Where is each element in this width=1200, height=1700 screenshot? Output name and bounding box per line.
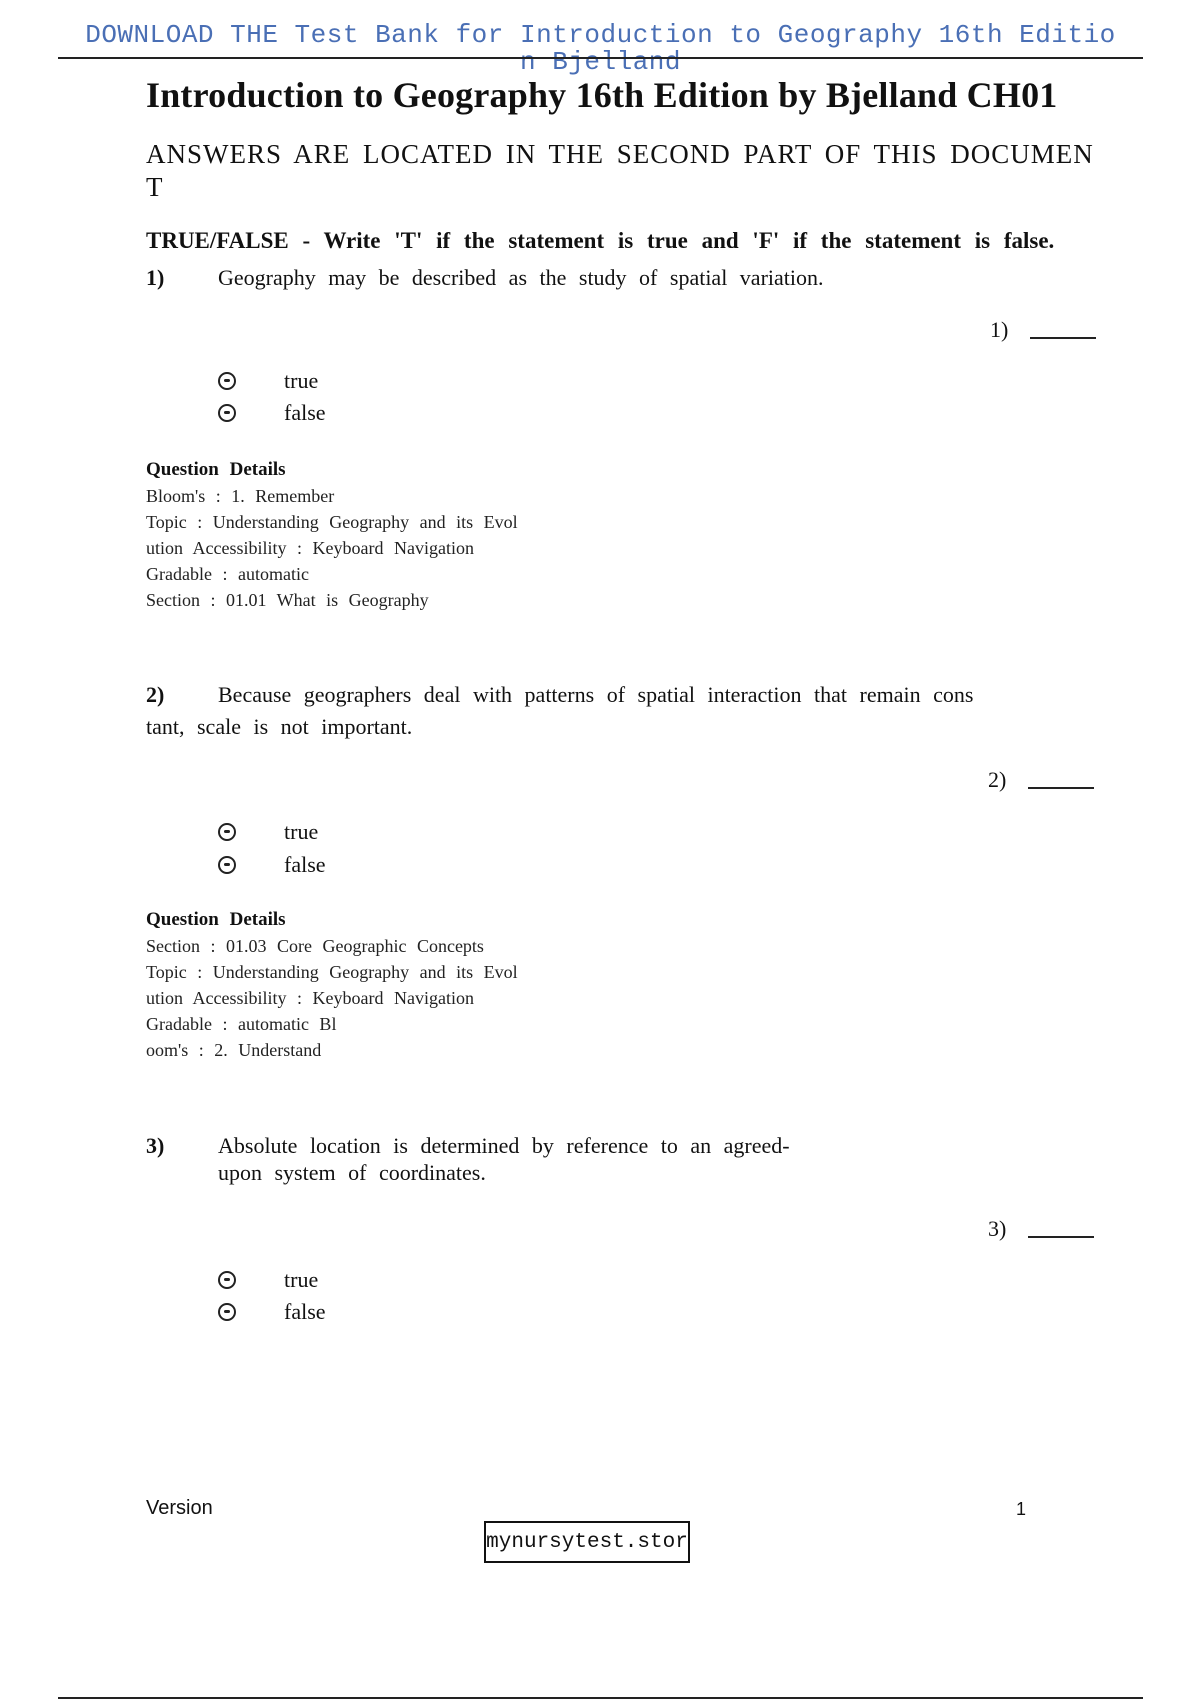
details-line: ution Accessibility : Keyboard Navigation bbox=[146, 538, 474, 558]
footer-divider bbox=[58, 1697, 1143, 1699]
question-1 bbox=[146, 262, 1086, 294]
header-divider bbox=[58, 57, 1143, 59]
banner-line-1: DOWNLOAD THE Test Bank for Introduction to Geography 16th Editio bbox=[85, 20, 1116, 50]
option-false-q1[interactable] bbox=[218, 400, 326, 426]
details-line: Gradable : automatic bbox=[146, 564, 309, 584]
notice-line-2: T bbox=[146, 172, 164, 202]
details-line: ution Accessibility : Keyboard Navigation bbox=[146, 988, 474, 1008]
section-instructions: TRUE/FALSE - Write 'T' if the statement is true and 'F' if the statement is false. bbox=[146, 228, 1055, 253]
radio-circle-icon[interactable] bbox=[218, 1303, 236, 1321]
details-line: Bloom's : 1. Remember bbox=[146, 486, 335, 506]
details-line: Section : 01.03 Core Geographic Concepts bbox=[146, 936, 484, 956]
details-line: oom's : 2. Understand bbox=[146, 1040, 322, 1060]
answer-slot-3[interactable] bbox=[988, 1216, 1094, 1242]
answer-blank[interactable] bbox=[1030, 327, 1096, 339]
document-title: Introduction to Geography 16th Edition by Bjelland CH01 bbox=[146, 75, 1058, 115]
site-stamp: mynursytest.stor bbox=[484, 1521, 690, 1563]
question-text-line-2: tant, scale is not important. bbox=[146, 714, 413, 739]
answer-slot-label: 2) bbox=[988, 767, 1007, 792]
answers-notice bbox=[146, 138, 1111, 204]
option-label: false bbox=[284, 400, 326, 425]
question-number: 2) bbox=[146, 682, 165, 707]
question-text-line-1: Absolute location is determined by reference to an agreed- bbox=[218, 1133, 790, 1158]
question-number: 1) bbox=[146, 265, 165, 290]
answer-slot-label: 3) bbox=[988, 1216, 1007, 1241]
question-text-line-2: upon system of coordinates. bbox=[218, 1160, 486, 1185]
option-false-q2[interactable] bbox=[218, 852, 326, 878]
radio-circle-icon[interactable] bbox=[218, 856, 236, 874]
banner-line-2: n Bjelland bbox=[519, 47, 682, 77]
question-text: Geography may be described as the study of spatial variation. bbox=[218, 265, 824, 290]
question-text-line-1: Because geographers deal with patterns of spatial interaction that remain cons bbox=[218, 682, 974, 707]
option-label: false bbox=[284, 852, 326, 877]
answer-slot-1[interactable] bbox=[990, 317, 1096, 343]
option-true-q3[interactable] bbox=[218, 1267, 318, 1293]
details-line: Section : 01.01 What is Geography bbox=[146, 590, 429, 610]
radio-circle-icon[interactable] bbox=[218, 404, 236, 422]
answer-blank[interactable] bbox=[1028, 777, 1094, 789]
option-label: false bbox=[284, 1299, 326, 1324]
details-heading: Question Details bbox=[146, 459, 286, 480]
option-true-q1[interactable] bbox=[218, 368, 318, 394]
footer-version: Version bbox=[146, 1497, 213, 1519]
details-line: Gradable : automatic Bl bbox=[146, 1014, 337, 1034]
page-number: 1 bbox=[1016, 1499, 1027, 1519]
details-heading: Question Details bbox=[146, 909, 286, 930]
details-line: Topic : Understanding Geography and its Evol bbox=[146, 962, 518, 982]
radio-circle-icon[interactable] bbox=[218, 1271, 236, 1289]
question-2 bbox=[146, 679, 1086, 743]
question-3 bbox=[146, 1130, 1086, 1189]
option-label: true bbox=[284, 819, 319, 844]
details-line: Topic : Understanding Geography and its Evol bbox=[146, 512, 518, 532]
question-details-2 bbox=[146, 907, 518, 1063]
radio-circle-icon[interactable] bbox=[218, 372, 236, 390]
answer-blank[interactable] bbox=[1028, 1226, 1094, 1238]
option-true-q2[interactable] bbox=[218, 819, 318, 845]
question-number: 3) bbox=[146, 1133, 165, 1158]
download-banner-link[interactable] bbox=[58, 22, 1143, 76]
question-details-1 bbox=[146, 457, 518, 613]
notice-line-1: ANSWERS ARE LOCATED IN THE SECOND PART OF THIS DOCUMEN bbox=[146, 139, 1094, 169]
radio-circle-icon[interactable] bbox=[218, 823, 236, 841]
option-label: true bbox=[284, 368, 319, 393]
option-false-q3[interactable] bbox=[218, 1299, 326, 1325]
answer-slot-label: 1) bbox=[990, 317, 1009, 342]
option-label: true bbox=[284, 1267, 319, 1292]
answer-slot-2[interactable] bbox=[988, 767, 1094, 793]
